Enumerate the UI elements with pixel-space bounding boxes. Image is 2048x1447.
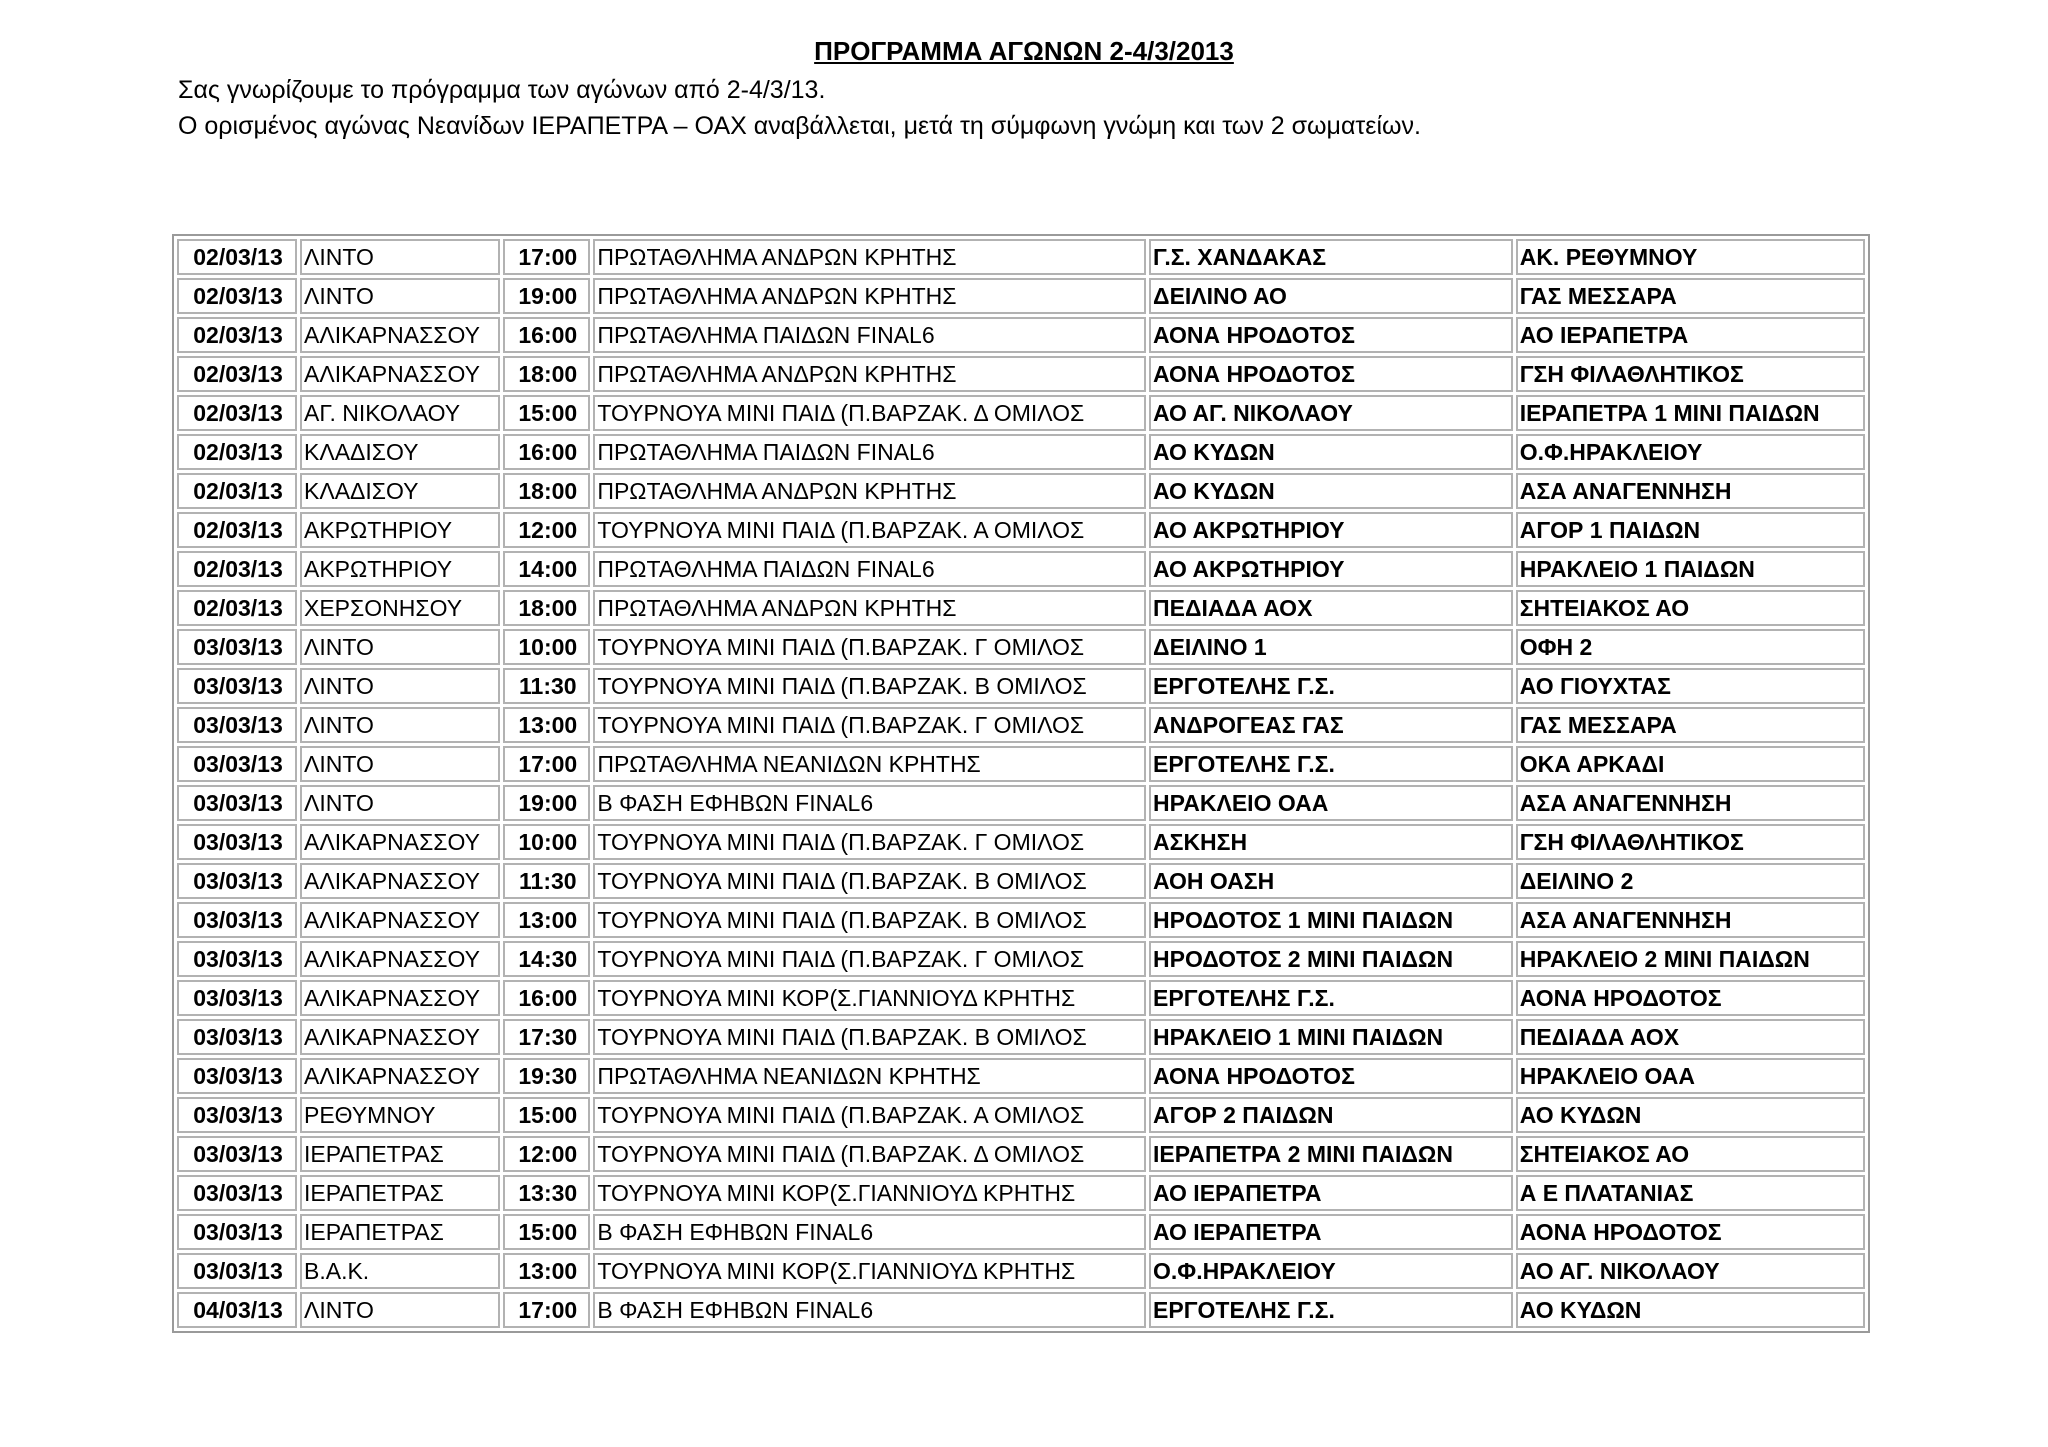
match-competition: ΤΟΥΡΝΟΥΑ ΜΙΝΙ ΠΑΙΔ (Π.ΒΑΡΖΑΚ. Γ ΟΜΙΛΟΣ [593, 824, 1146, 860]
match-venue: ΛΙΝΤΟ [300, 629, 500, 665]
match-time: 13:00 [503, 1253, 590, 1289]
match-venue: ΑΚΡΩΤΗΡΙΟΥ [300, 512, 500, 548]
match-time: 11:30 [503, 863, 590, 899]
match-date: 02/03/13 [177, 395, 297, 431]
match-date: 03/03/13 [177, 1019, 297, 1055]
match-competition: ΠΡΩΤΑΘΛΗΜΑ ΝΕΑΝΙΔΩΝ ΚΡΗΤΗΣ [593, 1058, 1146, 1094]
home-team: ΑΟ ΑΓ. ΝΙΚΟΛΑΟΥ [1149, 395, 1513, 431]
match-time: 19:00 [503, 785, 590, 821]
match-date: 02/03/13 [177, 239, 297, 275]
table-row [177, 1019, 1865, 1055]
away-team: ΑΓΟΡ 1 ΠΑΙΔΩΝ [1516, 512, 1865, 548]
home-team: ΕΡΓΟΤΕΛΗΣ Γ.Σ. [1149, 746, 1513, 782]
table-row [177, 1214, 1865, 1250]
match-competition: ΠΡΩΤΑΘΛΗΜΑ ΑΝΔΡΩΝ ΚΡΗΤΗΣ [593, 239, 1146, 275]
match-date: 04/03/13 [177, 1292, 297, 1328]
match-venue: ΙΕΡΑΠΕΤΡΑΣ [300, 1136, 500, 1172]
match-venue: Β.Α.Κ. [300, 1253, 500, 1289]
match-date: 03/03/13 [177, 785, 297, 821]
away-team: ΑΟΝΑ ΗΡΟΔΟΤΟΣ [1516, 980, 1865, 1016]
schedule-table [172, 234, 1870, 1333]
table-row [177, 1097, 1865, 1133]
away-team: ΟΚΑ ΑΡΚΑΔΙ [1516, 746, 1865, 782]
match-date: 03/03/13 [177, 824, 297, 860]
home-team: ΑΓΟΡ 2 ΠΑΙΔΩΝ [1149, 1097, 1513, 1133]
table-row [177, 473, 1865, 509]
match-venue: ΡΕΘΥΜΝΟΥ [300, 1097, 500, 1133]
home-team: ΗΡΑΚΛΕΙΟ ΟΑΑ [1149, 785, 1513, 821]
table-row [177, 629, 1865, 665]
table-row [177, 1253, 1865, 1289]
table-row [177, 902, 1865, 938]
match-time: 18:00 [503, 356, 590, 392]
home-team: ΑΟ ΑΚΡΩΤΗΡΙΟΥ [1149, 512, 1513, 548]
home-team: ΑΟΝΑ ΗΡΟΔΟΤΟΣ [1149, 356, 1513, 392]
match-time: 15:00 [503, 395, 590, 431]
home-team: ΗΡΑΚΛΕΙΟ 1 ΜΙΝΙ ΠΑΙΔΩΝ [1149, 1019, 1513, 1055]
home-team: ΕΡΓΟΤΕΛΗΣ Γ.Σ. [1149, 668, 1513, 704]
table-row [177, 785, 1865, 821]
match-date: 03/03/13 [177, 980, 297, 1016]
match-competition: ΤΟΥΡΝΟΥΑ ΜΙΝΙ ΠΑΙΔ (Π.ΒΑΡΖΑΚ. Δ ΟΜΙΛΟΣ [593, 1136, 1146, 1172]
table-row [177, 356, 1865, 392]
match-date: 02/03/13 [177, 434, 297, 470]
match-competition: Β ΦΑΣΗ ΕΦΗΒΩΝ FINAL6 [593, 1214, 1146, 1250]
home-team: Γ.Σ. ΧΑΝΔΑΚΑΣ [1149, 239, 1513, 275]
away-team: Ο.Φ.ΗΡΑΚΛΕΙΟΥ [1516, 434, 1865, 470]
match-venue: ΚΛΑΔΙΣΟΥ [300, 434, 500, 470]
match-competition: ΤΟΥΡΝΟΥΑ ΜΙΝΙ ΠΑΙΔ (Π.ΒΑΡΖΑΚ. Α ΟΜΙΛΟΣ [593, 1097, 1146, 1133]
match-competition: ΤΟΥΡΝΟΥΑ ΜΙΝΙ ΚΟΡ(Σ.ΓΙΑΝΝΙΟΥΔ ΚΡΗΤΗΣ [593, 1253, 1146, 1289]
match-time: 13:00 [503, 902, 590, 938]
match-time: 19:30 [503, 1058, 590, 1094]
match-date: 03/03/13 [177, 1058, 297, 1094]
away-team: ΗΡΑΚΛΕΙΟ 1 ΠΑΙΔΩΝ [1516, 551, 1865, 587]
match-time: 17:00 [503, 1292, 590, 1328]
match-competition: ΠΡΩΤΑΘΛΗΜΑ ΝΕΑΝΙΔΩΝ ΚΡΗΤΗΣ [593, 746, 1146, 782]
intro-line-1: Σας γνωρίζουμε το πρόγραμμα των αγώνων από 2-4/3/13. [178, 76, 826, 104]
table-row [177, 590, 1865, 626]
table-row [177, 746, 1865, 782]
away-team: ΑΟ ΙΕΡΑΠΕΤΡΑ [1516, 317, 1865, 353]
match-venue: ΑΓ. ΝΙΚΟΛΑΟΥ [300, 395, 500, 431]
home-team: ΗΡΟΔΟΤΟΣ 2 ΜΙΝΙ ΠΑΙΔΩΝ [1149, 941, 1513, 977]
match-date: 02/03/13 [177, 512, 297, 548]
home-team: ΠΕΔΙΑΔΑ ΑΟΧ [1149, 590, 1513, 626]
match-time: 10:00 [503, 629, 590, 665]
match-time: 18:00 [503, 590, 590, 626]
away-team: ΗΡΑΚΛΕΙΟ ΟΑΑ [1516, 1058, 1865, 1094]
match-venue: ΛΙΝΤΟ [300, 668, 500, 704]
match-date: 03/03/13 [177, 1175, 297, 1211]
match-venue: ΑΛΙΚΑΡΝΑΣΣΟΥ [300, 863, 500, 899]
home-team: ΑΟΝΑ ΗΡΟΔΟΤΟΣ [1149, 317, 1513, 353]
match-venue: ΑΛΙΚΑΡΝΑΣΣΟΥ [300, 941, 500, 977]
table-row [177, 512, 1865, 548]
table-row [177, 278, 1865, 314]
match-venue: ΑΛΙΚΑΡΝΑΣΣΟΥ [300, 1058, 500, 1094]
match-competition: ΠΡΩΤΑΘΛΗΜΑ ΠΑΙΔΩΝ FINAL6 [593, 434, 1146, 470]
match-competition: ΤΟΥΡΝΟΥΑ ΜΙΝΙ ΠΑΙΔ (Π.ΒΑΡΖΑΚ. Β ΟΜΙΛΟΣ [593, 668, 1146, 704]
match-competition: ΤΟΥΡΝΟΥΑ ΜΙΝΙ ΠΑΙΔ (Π.ΒΑΡΖΑΚ. Γ ΟΜΙΛΟΣ [593, 629, 1146, 665]
match-competition: ΠΡΩΤΑΘΛΗΜΑ ΑΝΔΡΩΝ ΚΡΗΤΗΣ [593, 473, 1146, 509]
home-team: ΑΟΗ ΟΑΣΗ [1149, 863, 1513, 899]
match-time: 14:30 [503, 941, 590, 977]
table-row [177, 395, 1865, 431]
match-time: 10:00 [503, 824, 590, 860]
away-team: ΓΣΗ ΦΙΛΑΘΛΗΤΙΚΟΣ [1516, 356, 1865, 392]
match-time: 11:30 [503, 668, 590, 704]
match-competition: ΤΟΥΡΝΟΥΑ ΜΙΝΙ ΠΑΙΔ (Π.ΒΑΡΖΑΚ. Β ΟΜΙΛΟΣ [593, 1019, 1146, 1055]
page-title: ΠΡΟΓΡΑΜΜΑ ΑΓΩΝΩΝ 2-4/3/2013 [814, 36, 1234, 66]
match-competition: ΠΡΩΤΑΘΛΗΜΑ ΑΝΔΡΩΝ ΚΡΗΤΗΣ [593, 590, 1146, 626]
match-date: 02/03/13 [177, 356, 297, 392]
match-competition: ΤΟΥΡΝΟΥΑ ΜΙΝΙ ΠΑΙΔ (Π.ΒΑΡΖΑΚ. Β ΟΜΙΛΟΣ [593, 902, 1146, 938]
table-row [177, 707, 1865, 743]
match-time: 15:00 [503, 1097, 590, 1133]
away-team: ΟΦΗ 2 [1516, 629, 1865, 665]
match-venue: ΛΙΝΤΟ [300, 1292, 500, 1328]
match-date: 03/03/13 [177, 1097, 297, 1133]
match-competition: Β ΦΑΣΗ ΕΦΗΒΩΝ FINAL6 [593, 1292, 1146, 1328]
match-competition: ΤΟΥΡΝΟΥΑ ΜΙΝΙ ΠΑΙΔ (Π.ΒΑΡΖΑΚ. Δ ΟΜΙΛΟΣ [593, 395, 1146, 431]
match-date: 03/03/13 [177, 902, 297, 938]
table-row [177, 1292, 1865, 1328]
match-venue: ΑΚΡΩΤΗΡΙΟΥ [300, 551, 500, 587]
home-team: ΑΟ ΙΕΡΑΠΕΤΡΑ [1149, 1214, 1513, 1250]
away-team: ΙΕΡΑΠΕΤΡΑ 1 ΜΙΝΙ ΠΑΙΔΩΝ [1516, 395, 1865, 431]
table-row [177, 980, 1865, 1016]
match-time: 17:00 [503, 239, 590, 275]
match-date: 02/03/13 [177, 317, 297, 353]
away-team: ΓΣΗ ΦΙΛΑΘΛΗΤΙΚΟΣ [1516, 824, 1865, 860]
table-row [177, 1058, 1865, 1094]
match-competition: Β ΦΑΣΗ ΕΦΗΒΩΝ FINAL6 [593, 785, 1146, 821]
home-team: ΑΝΔΡΟΓΕΑΣ ΓΑΣ [1149, 707, 1513, 743]
match-date: 03/03/13 [177, 1214, 297, 1250]
match-date: 02/03/13 [177, 551, 297, 587]
match-date: 02/03/13 [177, 590, 297, 626]
match-competition: ΤΟΥΡΝΟΥΑ ΜΙΝΙ ΠΑΙΔ (Π.ΒΑΡΖΑΚ. Α ΟΜΙΛΟΣ [593, 512, 1146, 548]
match-competition: ΤΟΥΡΝΟΥΑ ΜΙΝΙ ΠΑΙΔ (Π.ΒΑΡΖΑΚ. Γ ΟΜΙΛΟΣ [593, 941, 1146, 977]
table-row [177, 824, 1865, 860]
match-time: 14:00 [503, 551, 590, 587]
match-time: 16:00 [503, 317, 590, 353]
match-time: 16:00 [503, 980, 590, 1016]
match-venue: ΑΛΙΚΑΡΝΑΣΣΟΥ [300, 356, 500, 392]
match-venue: ΧΕΡΣΟΝΗΣΟΥ [300, 590, 500, 626]
home-team: ΑΟ ΚΥΔΩΝ [1149, 473, 1513, 509]
away-team: ΑΣΑ ΑΝΑΓΕΝΝΗΣΗ [1516, 473, 1865, 509]
match-date: 03/03/13 [177, 941, 297, 977]
home-team: Ο.Φ.ΗΡΑΚΛΕΙΟΥ [1149, 1253, 1513, 1289]
match-date: 03/03/13 [177, 629, 297, 665]
away-team: ΣΗΤΕΙΑΚΟΣ ΑΟ [1516, 1136, 1865, 1172]
away-team: ΑΣΑ ΑΝΑΓΕΝΝΗΣΗ [1516, 785, 1865, 821]
table-row [177, 239, 1865, 275]
away-team: ΑΣΑ ΑΝΑΓΕΝΝΗΣΗ [1516, 902, 1865, 938]
match-time: 16:00 [503, 434, 590, 470]
match-venue: ΛΙΝΤΟ [300, 785, 500, 821]
match-venue: ΑΛΙΚΑΡΝΑΣΣΟΥ [300, 1019, 500, 1055]
match-venue: ΙΕΡΑΠΕΤΡΑΣ [300, 1214, 500, 1250]
away-team: ΓΑΣ ΜΕΣΣΑΡΑ [1516, 278, 1865, 314]
match-venue: ΛΙΝΤΟ [300, 278, 500, 314]
match-competition: ΤΟΥΡΝΟΥΑ ΜΙΝΙ ΠΑΙΔ (Π.ΒΑΡΖΑΚ. Γ ΟΜΙΛΟΣ [593, 707, 1146, 743]
away-team: Α Ε ΠΛΑΤΑΝΙΑΣ [1516, 1175, 1865, 1211]
match-competition: ΤΟΥΡΝΟΥΑ ΜΙΝΙ ΚΟΡ(Σ.ΓΙΑΝΝΙΟΥΔ ΚΡΗΤΗΣ [593, 980, 1146, 1016]
match-time: 13:30 [503, 1175, 590, 1211]
home-team: ΔΕΙΛΙΝΟ 1 [1149, 629, 1513, 665]
home-team: ΑΟ ΑΚΡΩΤΗΡΙΟΥ [1149, 551, 1513, 587]
match-venue: ΑΛΙΚΑΡΝΑΣΣΟΥ [300, 902, 500, 938]
match-time: 13:00 [503, 707, 590, 743]
match-date: 02/03/13 [177, 278, 297, 314]
intro-line-2: Ο ορισμένος αγώνας Νεανίδων ΙΕΡΑΠΕΤΡΑ – ΟΑΧ αναβάλλεται, μετά τη σύμφωνη γνώμη και των 2 σωματείων. [178, 112, 1421, 140]
home-team: ΑΣΚΗΣΗ [1149, 824, 1513, 860]
away-team: ΗΡΑΚΛΕΙΟ 2 ΜΙΝΙ ΠΑΙΔΩΝ [1516, 941, 1865, 977]
table-row [177, 434, 1865, 470]
match-competition: ΤΟΥΡΝΟΥΑ ΜΙΝΙ ΠΑΙΔ (Π.ΒΑΡΖΑΚ. Β ΟΜΙΛΟΣ [593, 863, 1146, 899]
match-date: 03/03/13 [177, 863, 297, 899]
away-team: ΣΗΤΕΙΑΚΟΣ ΑΟ [1516, 590, 1865, 626]
away-team: ΑΟ ΑΓ. ΝΙΚΟΛΑΟΥ [1516, 1253, 1865, 1289]
match-time: 17:30 [503, 1019, 590, 1055]
match-date: 03/03/13 [177, 668, 297, 704]
match-time: 12:00 [503, 1136, 590, 1172]
match-venue: ΙΕΡΑΠΕΤΡΑΣ [300, 1175, 500, 1211]
home-team: ΑΟ ΙΕΡΑΠΕΤΡΑ [1149, 1175, 1513, 1211]
match-competition: ΠΡΩΤΑΘΛΗΜΑ ΑΝΔΡΩΝ ΚΡΗΤΗΣ [593, 356, 1146, 392]
home-team: ΕΡΓΟΤΕΛΗΣ Γ.Σ. [1149, 980, 1513, 1016]
away-team: ΔΕΙΛΙΝΟ 2 [1516, 863, 1865, 899]
away-team: ΑΟ ΚΥΔΩΝ [1516, 1292, 1865, 1328]
table-row [177, 551, 1865, 587]
home-team: ΔΕΙΛΙΝΟ ΑΟ [1149, 278, 1513, 314]
away-team: ΠΕΔΙΑΔΑ ΑΟΧ [1516, 1019, 1865, 1055]
home-team: ΕΡΓΟΤΕΛΗΣ Γ.Σ. [1149, 1292, 1513, 1328]
match-venue: ΛΙΝΤΟ [300, 239, 500, 275]
match-date: 03/03/13 [177, 1136, 297, 1172]
away-team: ΑΟΝΑ ΗΡΟΔΟΤΟΣ [1516, 1214, 1865, 1250]
match-time: 17:00 [503, 746, 590, 782]
match-competition: ΠΡΩΤΑΘΛΗΜΑ ΠΑΙΔΩΝ FINAL6 [593, 317, 1146, 353]
match-venue: ΑΛΙΚΑΡΝΑΣΣΟΥ [300, 824, 500, 860]
match-competition: ΠΡΩΤΑΘΛΗΜΑ ΠΑΙΔΩΝ FINAL6 [593, 551, 1146, 587]
match-date: 03/03/13 [177, 707, 297, 743]
table-row [177, 1175, 1865, 1211]
table-row [177, 863, 1865, 899]
away-team: ΓΑΣ ΜΕΣΣΑΡΑ [1516, 707, 1865, 743]
home-team: ΙΕΡΑΠΕΤΡΑ 2 ΜΙΝΙ ΠΑΙΔΩΝ [1149, 1136, 1513, 1172]
match-venue: ΛΙΝΤΟ [300, 707, 500, 743]
match-date: 02/03/13 [177, 473, 297, 509]
home-team: ΑΟ ΚΥΔΩΝ [1149, 434, 1513, 470]
away-team: ΑΟ ΓΙΟΥΧΤΑΣ [1516, 668, 1865, 704]
match-competition: ΠΡΩΤΑΘΛΗΜΑ ΑΝΔΡΩΝ ΚΡΗΤΗΣ [593, 278, 1146, 314]
table-row [177, 941, 1865, 977]
match-date: 03/03/13 [177, 746, 297, 782]
match-time: 19:00 [503, 278, 590, 314]
table-row [177, 668, 1865, 704]
away-team: ΑΟ ΚΥΔΩΝ [1516, 1097, 1865, 1133]
match-time: 18:00 [503, 473, 590, 509]
table-row [177, 1136, 1865, 1172]
match-date: 03/03/13 [177, 1253, 297, 1289]
match-venue: ΛΙΝΤΟ [300, 746, 500, 782]
home-team: ΑΟΝΑ ΗΡΟΔΟΤΟΣ [1149, 1058, 1513, 1094]
match-venue: ΚΛΑΔΙΣΟΥ [300, 473, 500, 509]
schedule-body [177, 239, 1865, 1328]
home-team: ΗΡΟΔΟΤΟΣ 1 ΜΙΝΙ ΠΑΙΔΩΝ [1149, 902, 1513, 938]
table-row [177, 317, 1865, 353]
match-competition: ΤΟΥΡΝΟΥΑ ΜΙΝΙ ΚΟΡ(Σ.ΓΙΑΝΝΙΟΥΔ ΚΡΗΤΗΣ [593, 1175, 1146, 1211]
away-team: ΑΚ. ΡΕΘΥΜΝΟΥ [1516, 239, 1865, 275]
match-venue: ΑΛΙΚΑΡΝΑΣΣΟΥ [300, 980, 500, 1016]
match-time: 15:00 [503, 1214, 590, 1250]
match-venue: ΑΛΙΚΑΡΝΑΣΣΟΥ [300, 317, 500, 353]
match-time: 12:00 [503, 512, 590, 548]
